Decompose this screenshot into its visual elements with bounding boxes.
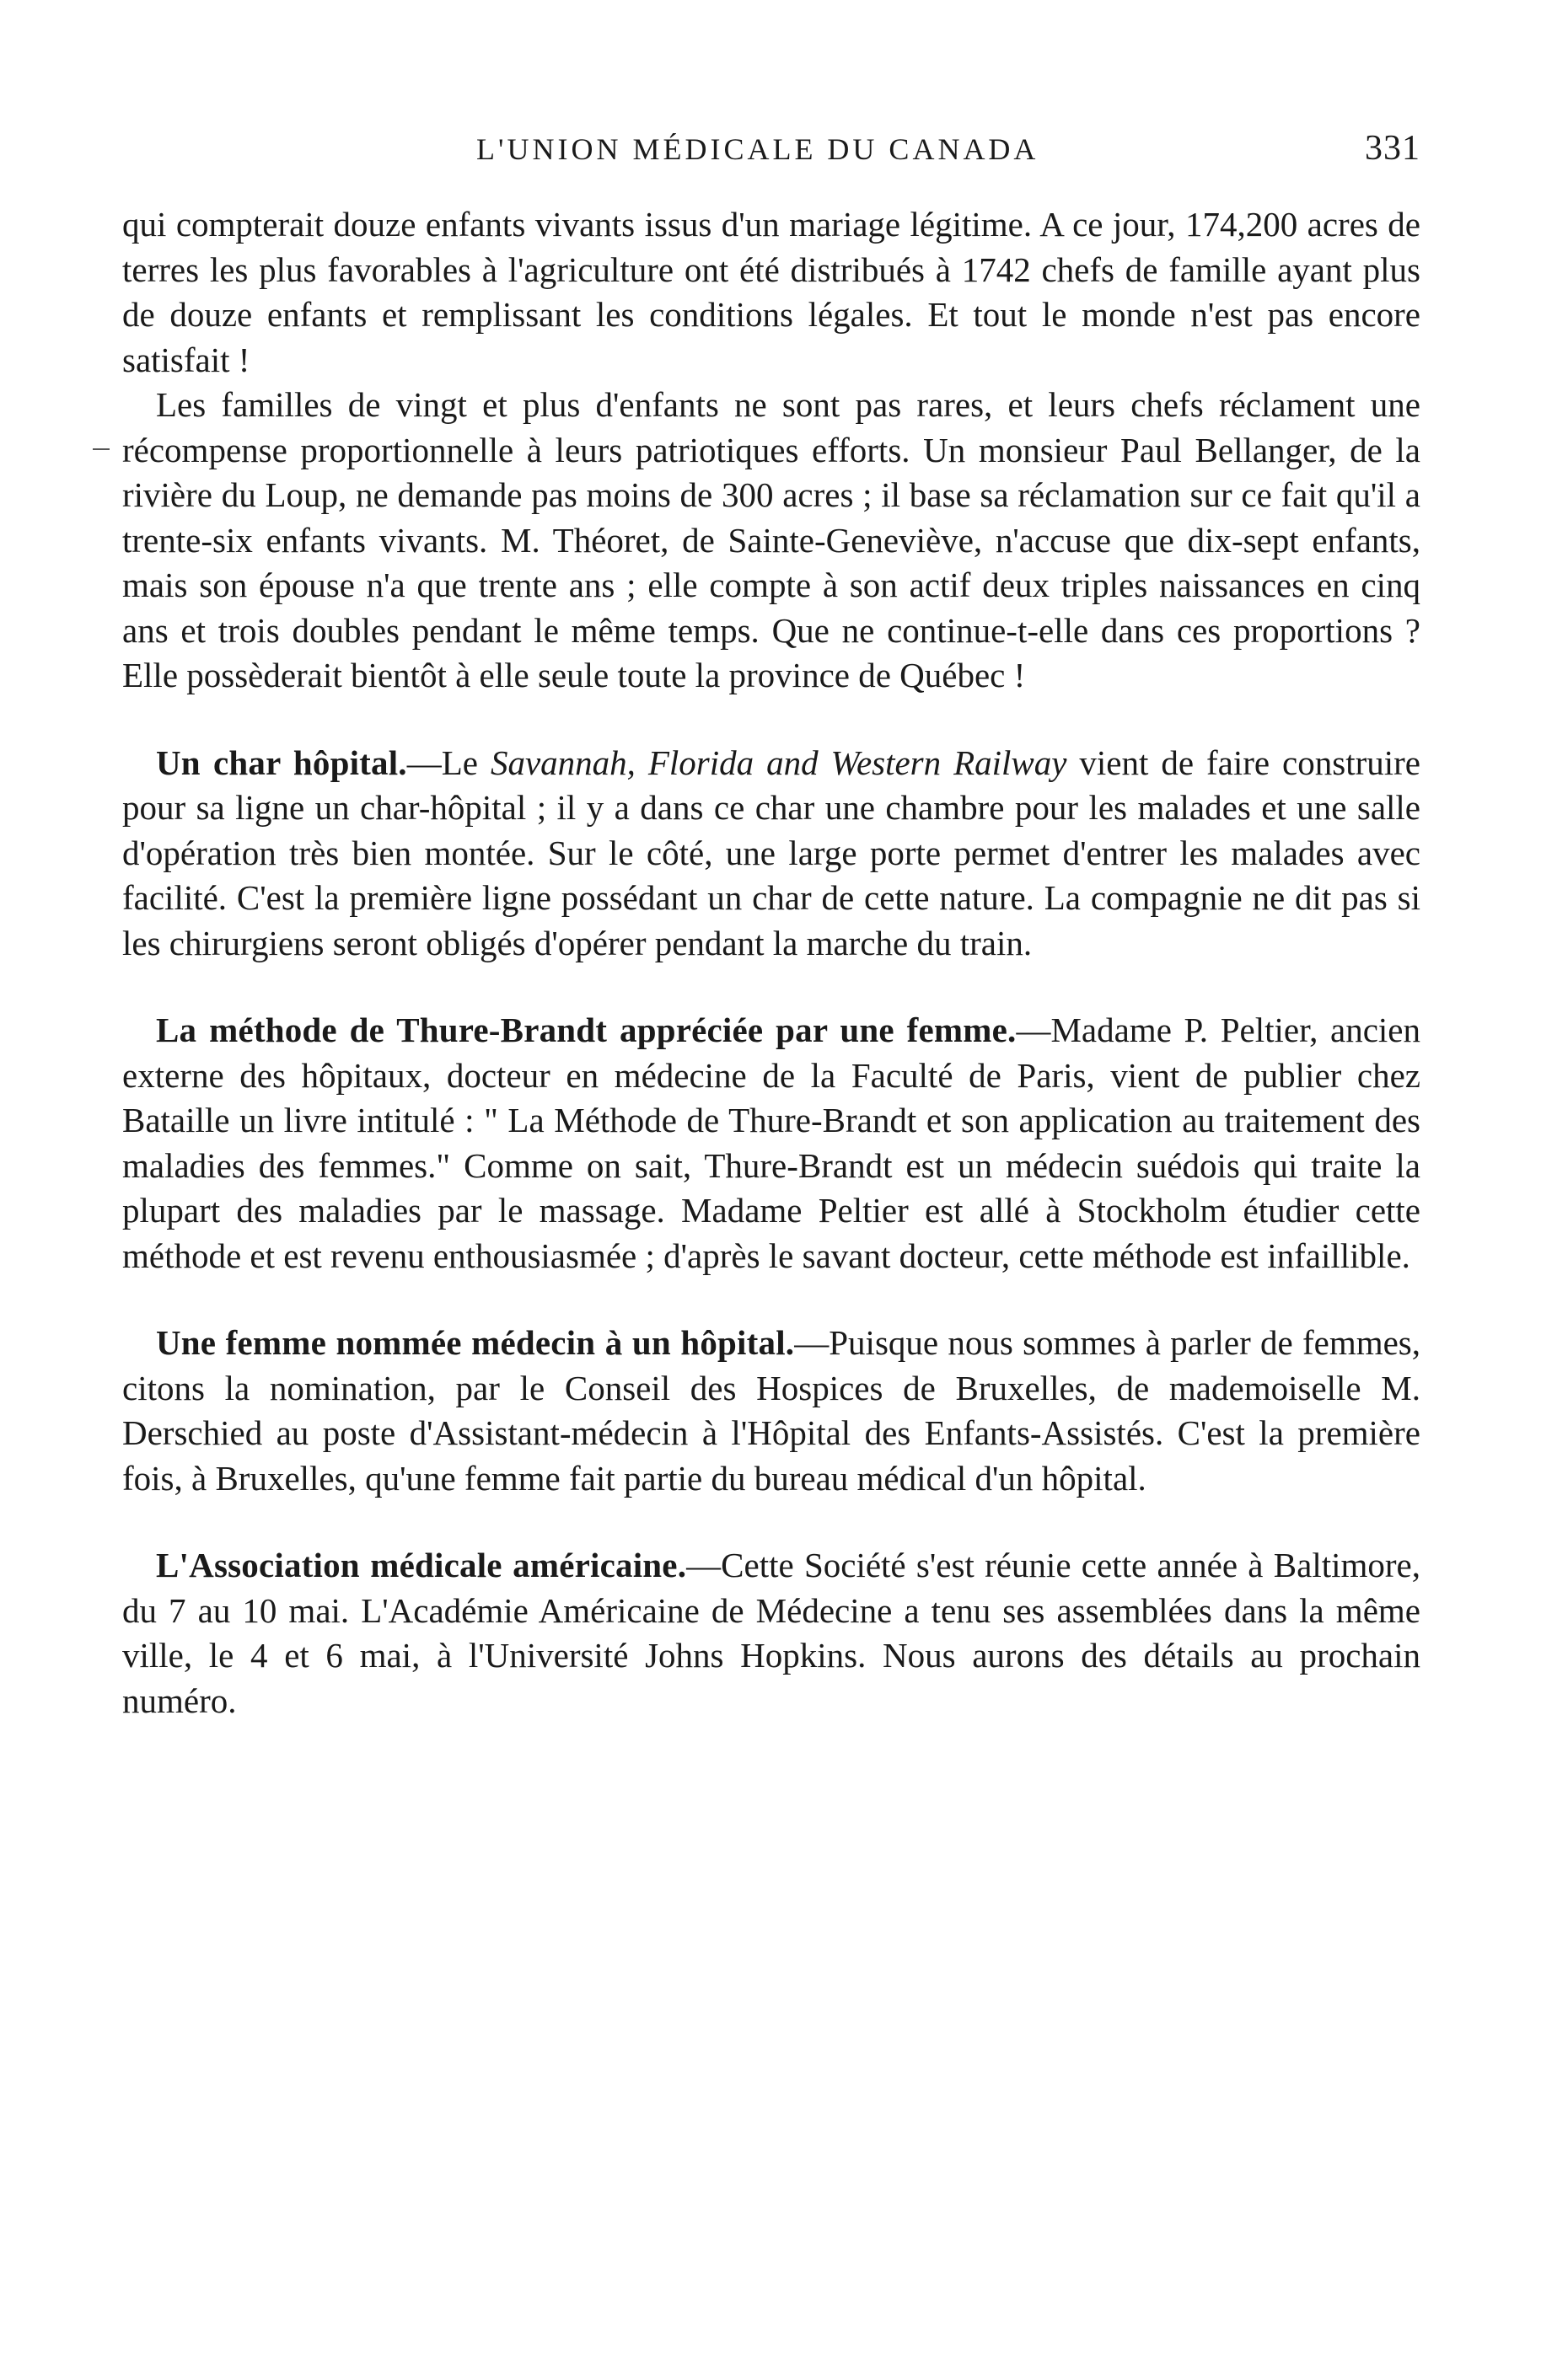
section-text: —Cette Société s'est réunie cette année à Baltimore, du 7 au 10 mai. L'Académie Américaine de Médecine a tenu ses assemblées dans la même ville, le 4 et 6 mai, à l'Université Johns Hopkins. Nous aurons des détails au prochain numéro. [122,1546,1420,1720]
running-title: L'UNION MÉDICALE DU CANADA [476,132,1039,166]
section-heading: La méthode de Thure-Brandt appréciée par une femme. [156,1010,1017,1049]
paragraph-continuation: qui compterait douze enfants vivants issus d'un mariage légitime. A ce jour, 174,200 acres de terres les plus favorables à l'agriculture ont été distribués à 1742 chefs de famille ayant plus de douze enfants et remplissant les conditions légales. Et tout le monde n'est pas encore satisfait ! [122,205,1420,379]
section-association [122,1543,1420,1723]
margin-mark [93,448,110,450]
section-text: —Madame P. Peltier, ancien externe des hôpitaux, docteur en médecine de la Faculté de Paris, vient de publier chez Bataille un livre intitulé : " La Méthode de Thure-Brandt et son application au traitement des maladies des femmes." Comme on sait, Thure-Brandt est un médecin suédois qui traite la plupart des maladies par le massage. Madame Peltier est allé à Stockholm étudier cette méthode et est revenu enthousiasmée ; d'après le savant docteur, cette méthode est infaillible. [122,1010,1420,1275]
running-head [122,128,1420,179]
section-text: vient de faire construire pour sa ligne un char-hôpital ; il y a dans ce char une chambre pour les malades et une salle d'opération très bien montée. Sur le côté, une large porte permet d'entrer les malades avec facilité. C'est la première ligne possédant un char de cette nature. La compagnie ne dit pas si les chirurgiens seront obligés d'opérer pendant la marche du train. [122,742,1420,962]
section-dash: —Le [406,742,491,782]
section-char-hopital [122,741,1420,967]
section-heading: Une femme nommée médecin à un hôpital. [156,1323,795,1362]
railway-name: Savannah, Florida and Western Railway [490,742,1067,782]
section-thure-brandt [122,1008,1420,1278]
section-heading: L'Association médicale américaine. [156,1546,687,1584]
page-number: 331 [1365,129,1420,168]
section-heading: Un char hôpital. [156,742,407,782]
section-text: —Puisque nous sommes à parler de femmes, citons la nomination, par le Conseil des Hospices de Bruxelles, de mademoiselle M. Derschied au poste d'Assistant-médecin à l'Hôpital des Enfants-Assistés. C'est la première fois, à Bruxelles, qu'une femme fait partie du bureau médical d'un hôpital. [122,1323,1420,1498]
article-body [122,202,1420,1723]
paragraph-familles: Les familles de vingt et plus d'enfants ne sont pas rares, et leurs chefs réclament une récompense proportionnelle à leurs patriotiques efforts. Un monsieur Paul Bellanger, de la rivière du Loup, ne demande pas moins de 300 acres ; il base sa réclamation sur ce fait qu'il a trente-six enfants vivants. M. Théoret, de Sainte-Geneviève, n'accuse que dix-sept enfants, mais son épouse n'a que trente ans ; elle compte à son actif deux triples naissances en cinq ans et trois doubles pendant le même temps. Que ne continue-t-elle dans ces proportions ? Elle possèderait bientôt à elle seule toute la province de Québec ! [122,385,1420,694]
section-femme-medecin [122,1321,1420,1501]
